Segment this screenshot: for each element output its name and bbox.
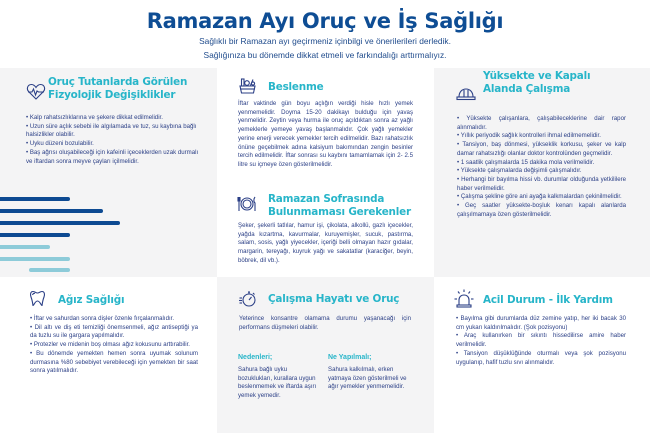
panel-title bbox=[268, 193, 433, 218]
heart-pulse-icon bbox=[26, 83, 46, 101]
decoration-bar bbox=[0, 209, 103, 213]
list-item: • Uyku düzeni bozulabilir. bbox=[26, 140, 94, 148]
panel-title: Çalışma Hayatı ve Oruç bbox=[268, 293, 400, 305]
title-line-1: Oruç Tutanlarda Görülen bbox=[48, 76, 188, 88]
list-item: • Protezler ve midenin boş olması ağız kokusunu arttırabilir. bbox=[30, 341, 190, 349]
reasons-heading: Nedenleri; bbox=[238, 354, 273, 361]
list-item: • Bayılma gibi durumlarda düz zemine yatıp, her iki bacak 30 cm yukarı kaldırılmalıdır. (Şok pozisyonu) bbox=[456, 315, 626, 331]
todo-text: Sahura kalkılmalı, erken yatmaya özen gösterilmeli ve ağır yemekler yenmemelidir. bbox=[328, 366, 407, 391]
title-line-1: Yüksekte ve Kapalı bbox=[483, 70, 591, 82]
todo-heading: Ne Yapılmalı; bbox=[328, 354, 372, 361]
title-line-2: Bulunmaması Gerekenler bbox=[268, 205, 411, 218]
subtitle-line-1: Sağlıklı bir Ramazan ayı geçirmeniz içinbilgi ve önerilerileri derledik. bbox=[199, 36, 451, 46]
stopwatch-icon bbox=[239, 289, 257, 308]
list-item: • Araç kullanırken bir sıkıntı hissedilirse amire haber verilmelidir. bbox=[456, 332, 626, 349]
avoid-text: Şeker, şekerli tatlılar, hamur işi, çikolata, alkollü, gazlı içecekler, yağda kızartma, kavurmalar, kuruyemişler, sucuk, pastırma, salam, sosis, yağlı yiyecekler, içeriği belli olmayan hazır gıdalar, margarin, tereyağı, kuyruk yağı ve sakatatlar (karaciğer, beyin, böbrek, dil vb.). bbox=[238, 222, 413, 264]
panel-title bbox=[483, 70, 643, 95]
list-item: • Herhangi bir bayılma hissi vb. durumlar olduğunda yetkililere haber verilmelidir. bbox=[457, 175, 626, 192]
decoration-bar bbox=[29, 268, 70, 272]
title-line-2: Alanda Çalışma bbox=[483, 82, 571, 95]
list-item: • Yüksekte çalışmalarda değişimli çalışmalıdır. bbox=[457, 167, 582, 175]
nutrition-text: İftar vaktinde gün boyu açlığın verdiği hisle hızlı yemek yenmemelidir. Doyma 15-20 dakikayı bulduğu için yavaş yenmelidir. Zeytin veya hurma ile oruç açıldıktan sonra az yağlı yemeklerle yemeye yavaş başlanmalıdır. Çok yağlı yemekler yerine enerji verecek yemekler tercih edilmelidir. Bazı rahatsızlık önüne geçebilmek adına kalsiyum bakımından zengin besinler tercih edilmelidir. İftar sonrası su kaybını tamamlamak için 2- 2.5 litre su içmeye özen gösterilmelidir. bbox=[238, 100, 413, 168]
list-item: • Kalp rahatsızlıklarına ve şekere dikkat edilmelidir. bbox=[26, 114, 163, 121]
title-line-1: Ramazan Sofrasında bbox=[268, 193, 385, 205]
decoration-bar bbox=[0, 197, 70, 201]
list-item: • Yıllık periyodik sağlık kontrolleri ihmal edilmemelidir. bbox=[457, 132, 601, 140]
list-item: • Tansiyon düşüklüğünde oturmalı veya şok pozisyonu uygulanıp, hafif tuzlu sıvı alınmalıdır. bbox=[456, 349, 626, 366]
food-basket-icon bbox=[238, 77, 257, 95]
list-item: • Geç saatler yüksekte-boşluk kenarı kapalı alanlarda çalışılmamaya özen gösterilmelidir. bbox=[457, 202, 626, 218]
decoration-bar bbox=[0, 233, 70, 237]
oral-list bbox=[30, 315, 198, 376]
emergency-list bbox=[456, 315, 626, 367]
list-item: • Dil altı ve diş eti temizliği önemsenmeli, ağız antiseptiği ya da tuzlu su ile gargara yapılmalıdır. bbox=[30, 323, 198, 340]
panel-height-work bbox=[434, 68, 650, 277]
panel-emergency bbox=[434, 277, 650, 433]
plate-cutlery-icon bbox=[237, 196, 257, 212]
siren-icon bbox=[454, 289, 474, 308]
panel-title: Ağız Sağlığı bbox=[58, 294, 125, 306]
panel-title: Acil Durum - İlk Yardım bbox=[483, 294, 613, 306]
decoration-bar bbox=[0, 221, 120, 225]
work-life-intro: Yeterince konsantre olamama durumu yaşanacağı için performans düşmeleri olabilir. bbox=[239, 315, 411, 331]
header bbox=[0, 0, 650, 68]
height-work-list bbox=[457, 115, 626, 219]
panel-work-life bbox=[217, 277, 434, 433]
list-item: • Çalışma şekline göre ani ayağa kalkmalardan çekinilmelidir. bbox=[457, 193, 622, 201]
list-item: • Yüksekte çalışanlara, çalışabileceklerine dair rapor alınmalıdır. bbox=[457, 115, 626, 131]
list-item: • Baş ağrısı oluşabileceği için kafeinli içeceklerden uzak durmalı ve iftardan sonra meyve çayları içilmelidir. bbox=[26, 148, 199, 165]
panel-title: Beslenme bbox=[268, 81, 324, 93]
page-title: Ramazan Ayı Oruç ve İş Sağlığı bbox=[146, 9, 504, 33]
panel-title bbox=[48, 76, 213, 101]
reasons-text: Sahura bağlı uyku bozuklukları, kurallara uygun beslenmemek ve iftarda aşırı yemek yemedir. bbox=[238, 366, 317, 400]
list-item: • Bu dönemde yemekten hemen sonra uyumak solunum durmasına %80 sebebiyet verebileceği için yemekten bir saat sonra yatılmalıdır. bbox=[30, 349, 198, 375]
decoration-bar bbox=[0, 245, 50, 249]
list-item: • 1 saatlik çalışmalarda 15 dakika mola verilmelidir. bbox=[457, 158, 595, 166]
list-item: • İftar ve sahurdan sonra dişler özenle fırçalanmalıdır. bbox=[30, 315, 175, 322]
hard-hat-icon bbox=[456, 87, 476, 101]
decoration-bar bbox=[0, 257, 70, 261]
panel-nutrition bbox=[217, 68, 434, 277]
title-line-2: Fizyolojik Değişiklikler bbox=[48, 88, 176, 101]
list-item: • Tansiyon, baş dönmesi, yükseklik korkusu, şeker ve kalp damar rahatsızlığı olanlar doktor kontrolünden geçmelidir. bbox=[457, 141, 626, 157]
list-item: • Uzun süre açlık sebebi ile algılamada ve tuz, su kaybına bağlı halsizlikler olabilir. bbox=[26, 122, 197, 139]
physiology-list bbox=[26, 114, 201, 166]
tooth-icon bbox=[29, 290, 46, 307]
panel-oral-health bbox=[0, 277, 217, 433]
subtitle-line-2: Sağlığınıza bu dönemde dikkat etmeli ve farkındalığı arttırmalıyız. bbox=[203, 50, 447, 60]
